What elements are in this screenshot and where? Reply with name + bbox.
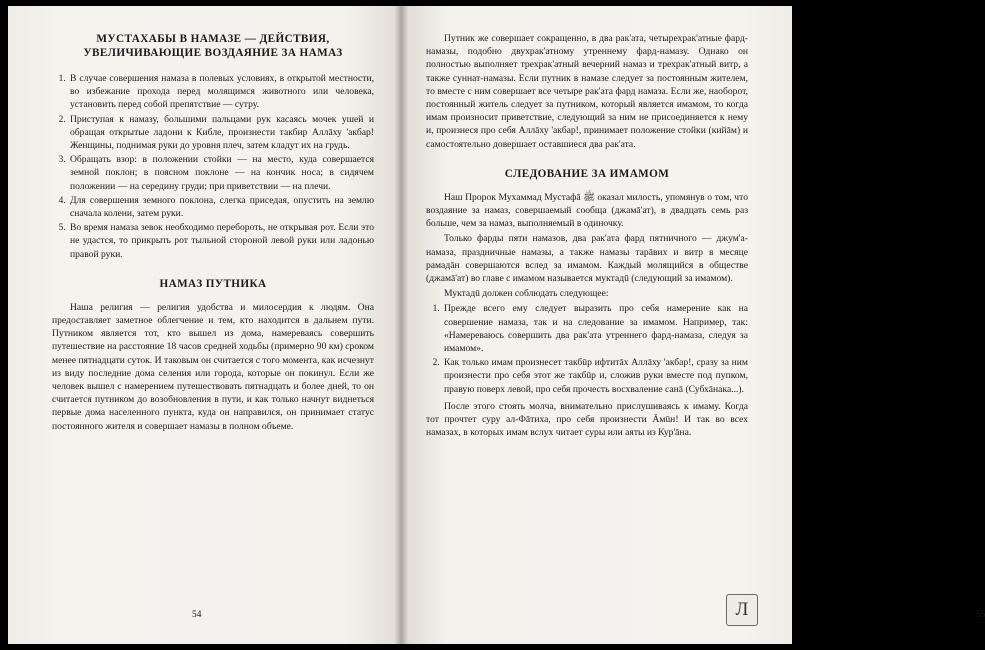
list-item: 2. Приступая к намазу, большими пальцами рук касаясь мочек ушей и обращая открытые ладони к Кибле, произнести такбир Аллāху 'акбар! Женщины, поднимая руки до уровня плеч, затем кладут их на грудь. xyxy=(68,113,374,153)
page-number-right: 55 xyxy=(976,610,985,620)
page-left xyxy=(8,6,400,644)
publisher-logo: Л xyxy=(726,594,758,626)
paragraph: После этого стоять молча, внимательно прислушиваясь к имаму. Когда тот прочтет суру ал-Фāтиха, про себя произнести Āмūн! И так во всех намазах, в которых имам вслух читает суры или аяты из Кур'āна. xyxy=(426,400,748,439)
list-item: 1. В случае совершения намаза в полевых условиях, в открытой местности, во избежание прохода перед молящимся животного или человека, установить перед собой препятствие — сутру. xyxy=(68,72,374,112)
page-right xyxy=(400,6,985,644)
scan-edge-right xyxy=(792,0,800,650)
paragraph: Наша религия — религия удобства и милосердия к людям. Она предоставляет заметное облегчение и тем, кто находится в дальнем пути. Путником является тот, кто вышел из дома, намереваясь совершить путешествие на расстояние 18 часов средней ходьбы (примерно 90 км) сроком менее пятнадцати суток. И таковым он считается с того момента, как исчезнут из виду последние дома селения или города, которые он покинул. Если же человек вышел с намерением путешествовать пятнадцать и более дней, то он считается путником до возобновления в пути, и как только начнут виднеться первые дома населенного пункта, куда он направился, он принимает статус постоянного жителя и совершает намазы в полном объеме. xyxy=(52,301,374,432)
list-item: 2. Как только имам произнесет такбūр ифтитāх Аллāху 'акбар!, сразу за ним произнести про себя этот же такбūр и, сложив руки вместе под пупком, правую поверх левой, про себя прочесть восхваление санā (Субхāнака...). xyxy=(442,356,748,396)
muqtadi-rules-list xyxy=(426,302,748,395)
scan-edge-bottom xyxy=(0,644,800,650)
page-title: МУСТАХАБЫ В НАМАЗЕ — ДЕЙСТВИЯ, УВЕЛИЧИВАЮЩИЕ ВОЗДАЯНИЕ ЗА НАМАЗ xyxy=(83,33,343,59)
paragraph: Путник же совершает сокращенно, в два рак'ата, четырехрак'атные фард-намазы, подобно двухрак'атному утреннему фард-намазу. Однако он полностью выполняет трехрак'атный вечерний намаз и трехрак'атный витр, а также суннат-намазы. Если путник в намазе следует за постоянным жителем, то вместе с ним совершает все четыре рак'ата фард намаза. Если же, наоборот, постоянный житель следует за путником, который является имамом, то когда имам произносит приветствие, следующий за ним не присоединяется к нему и, произнеся про себя Аллāху 'акбар!, принимает положение стойки (кийāм) и самостоятельно довершает оставшиеся два рак'ата. xyxy=(426,33,748,150)
scan-edge-left xyxy=(0,0,8,650)
list-item: 4. Для совершения земного поклона, слегка приседая, опустить на землю сначала колени, затем руки. xyxy=(68,194,374,220)
paragraph: Только фарды пяти намазов, два рак'ата фард пятничного — джум'а-намаза, праздничные намазы, а также намазы тарāвих и витр в месяце рамадāн совершаются вслед за имамом. Каждый молящийся в обществе (джамā'ат) во главе с имамом называется муктадū (следующий за имамом). xyxy=(426,233,748,285)
page-right-column xyxy=(426,32,748,439)
list-item: 5. Во время намаза зевок необходимо перебороть, не открывая рот. Если это не удастся, то прикрыть рот тыльной стороной левой руки или ладонью правой руки. xyxy=(68,221,374,261)
mustahab-list xyxy=(52,72,374,261)
section-heading-traveler-prayer: НАМАЗ ПУТНИКА xyxy=(159,277,267,290)
book-pages xyxy=(8,6,985,644)
paragraph: Муктадū должен соблюдать следующее: xyxy=(444,288,609,300)
page-number-left: 54 xyxy=(192,610,202,620)
list-item: 1. Прежде всего ему следует выразить про себя намерение как на совершение намаза, так и на следование за имамом. Например, так: «Намереваюсь совершить два рак'ата утреннего фард-намаза, следуя за имамом». xyxy=(442,302,748,355)
paragraph: Наш Пророк Мухаммад Мустафā ﷺ оказал милость, упомянув о том, что воздаяние за намаз, совершаемый сообща (джамā'ат), в двадцать семь раз больше, чем за намаз, выполняемый в одиночку. xyxy=(426,191,748,230)
page-left-column xyxy=(52,32,374,433)
section-heading-following-imam: СЛЕДОВАНИЕ ЗА ИМАМОМ xyxy=(504,167,670,180)
scan-edge-top xyxy=(0,0,800,6)
list-item: 3. Обращать взор: в положении стойки — на место, куда совершается земной поклон; в поясном поклоне — на кончик носа; в сидячем положении — на середину груди; при приветствии — на плечи. xyxy=(68,153,374,193)
